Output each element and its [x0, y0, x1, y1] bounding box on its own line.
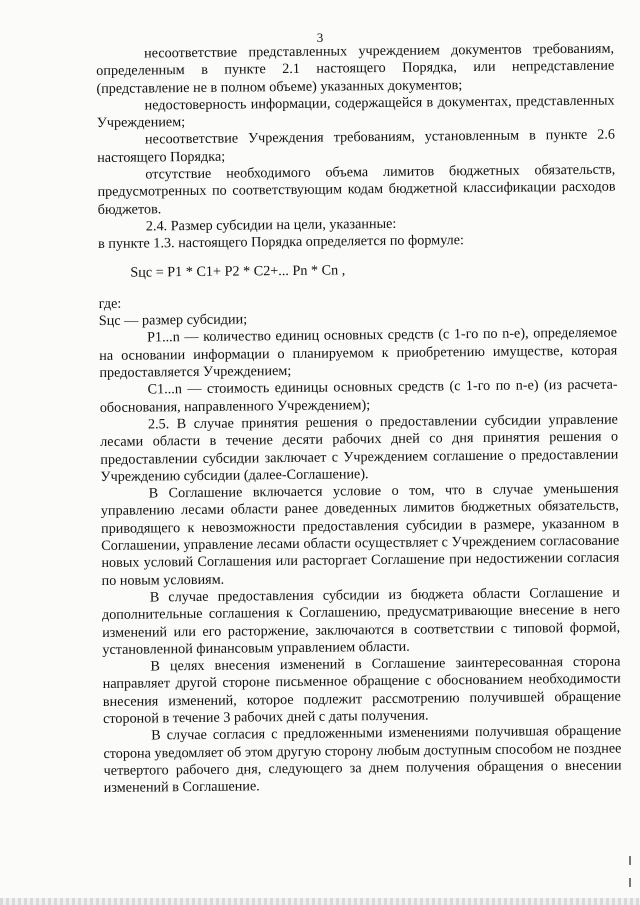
document-body: [96, 41, 622, 798]
list-item: недостоверность информации, содержащейся в документах, представленных Учреждением;: [96, 92, 615, 132]
list-item: несоответствие представленных учреждением документов требованиям, определенным в пункте 2.1 настоящего Порядка, или непредставление (представление не в полном объеме) указанных документов;: [96, 40, 615, 97]
clause-continuation: в пункте 1.3. настоящего Порядка определяется по формуле:: [97, 232, 465, 253]
scan-artifact: [629, 878, 631, 887]
list-item: отсутствие необходимого объема лимитов бюджетных обязательств, предусмотренных по соответствующим кодам бюджетной классификации расходов бюджетов.: [97, 161, 616, 218]
paragraph: В случае согласия с предложенными изменениями получившая обращение сторона уведомляет об этом другую сторону любым доступным способом не позднее четвертого рабочего дня, следующего за днем получения обращения о внесении изменений в Соглашение.: [103, 722, 622, 797]
paragraph: 2.5. В случае принятия решения о предоставлении субсидии управление лесами области в течение десяти рабочих дней со дня принятия решения о предоставлении субсидии заключает с Учреждением соглашение о предоставлении Учреждению субсидии (далее-Соглашение).: [100, 411, 619, 485]
paragraph: В Соглашение включается условие о том, что в случае уменьшения управлению лесами области ранее доведенных лимитов бюджетных обязательств, приводящего к невозможности предоставления субсидии в размере, указанном в Соглашении, управление лесами области осуществляет с Учреждением согласование новых условий Соглашения или расторгает Соглашение при недостижении согласия по новым условиям.: [100, 480, 620, 589]
definition-item: C1...n — стоимость единицы основных средств (с 1-го по n-е) (из расчета-обоснования, направленного Учреждением);: [99, 376, 618, 416]
paragraph: В целях внесения изменений в Соглашение заинтересованная сторона направляет другой стороне письменное обращение с обоснованием необходимости внесения изменений, которое подлежит рассмотрению получившей обращение стороной в течение 3 рабочих дней с даты получения.: [102, 653, 621, 727]
paragraph: В случае предоставления субсидии из бюджета области Соглашение и дополнительные соглашения к Соглашению, предусматривающие внесение в него изменений или его расторжение, заключаются в соответствии с типовой формой, установленной финансовым управлением области.: [101, 584, 621, 658]
scan-edge: [0, 898, 640, 905]
clause-heading: 2.4. Размер субсидии на цели, указанные:: [145, 215, 397, 235]
where-label: где:: [98, 295, 122, 312]
page-number: 3: [316, 30, 324, 45]
list-item: несоответствие Учреждения требованиям, установленным в пункте 2.6 настоящего Порядка;: [97, 127, 616, 166]
formula: Sцс = P1 * C1+ P2 * C2+... Pn * Cn ,: [130, 261, 346, 281]
definition-item: Sцс — размер субсидии;: [98, 311, 248, 330]
scan-artifact: [629, 856, 631, 865]
definition-item: P1...n — количество единиц основных средств (с 1-го по n-е), определяемое на основании информации о планируемом к приобретению имуществе, которая предоставляется Учреждением;: [99, 325, 618, 382]
